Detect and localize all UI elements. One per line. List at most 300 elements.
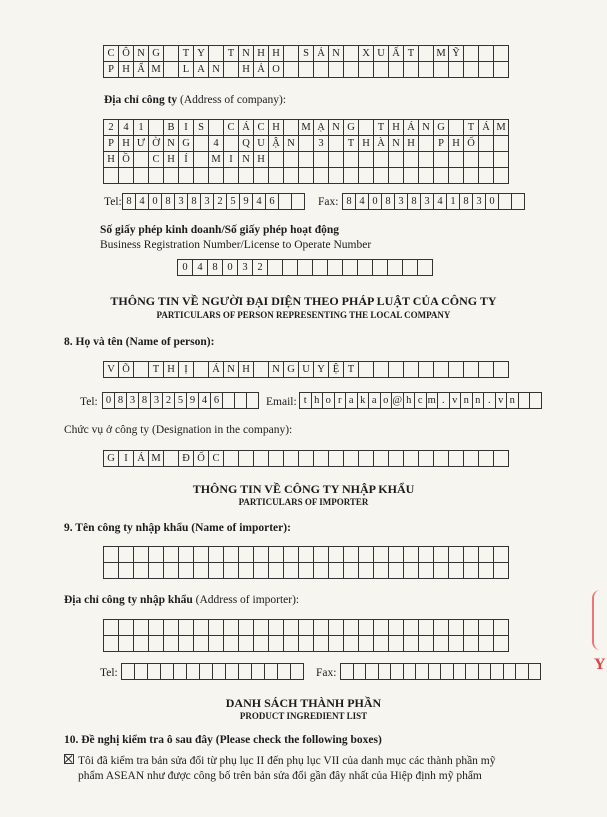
form-cell: [133, 151, 149, 168]
form-cell: 8: [342, 193, 356, 210]
form-cell: [133, 562, 149, 579]
form-cell: N: [223, 361, 239, 378]
form-cell: [373, 546, 389, 563]
form-cell: Y: [193, 45, 209, 62]
form-cell: [148, 562, 164, 579]
form-cell: Q: [238, 135, 254, 152]
form-cell: Í: [178, 151, 194, 168]
form-cell: [343, 619, 359, 636]
form-cell: [440, 663, 454, 680]
form-cell: [118, 619, 134, 636]
form-cell: [223, 546, 239, 563]
form-cell: [448, 61, 464, 78]
form-cell: [448, 546, 464, 563]
form-cell: [193, 151, 209, 168]
form-cell: [313, 546, 329, 563]
form-cell: [147, 663, 161, 680]
form-cell: 3: [150, 392, 163, 409]
form-cell: Ẩ: [133, 61, 149, 78]
form-cell: X: [358, 45, 374, 62]
form-cell: [403, 450, 419, 467]
form-cell: [357, 259, 373, 276]
form-cell: [403, 663, 417, 680]
form-cell: [463, 546, 479, 563]
form-cell: [478, 167, 494, 184]
form-cell: Õ: [118, 361, 134, 378]
form-cell: [343, 61, 359, 78]
form-cell: [163, 45, 179, 62]
form-cell: [208, 546, 224, 563]
form-cell: 1: [446, 193, 460, 210]
form-cell: [403, 361, 419, 378]
form-cell: S: [193, 119, 209, 136]
form-cell: [418, 546, 434, 563]
form-cell: [433, 61, 449, 78]
form-cell: [478, 135, 494, 152]
form-cell: [253, 546, 269, 563]
form-cell: n: [460, 392, 473, 409]
form-cell: [328, 562, 344, 579]
form-cell: N: [163, 135, 179, 152]
form-cell: [277, 663, 291, 680]
form-cell: O: [268, 61, 284, 78]
form-cell: [343, 562, 359, 579]
form-cell: 8: [407, 193, 421, 210]
form-cell: [193, 361, 209, 378]
form-cell: [493, 361, 509, 378]
form-cell: [328, 546, 344, 563]
form-cell: [463, 61, 479, 78]
form-cell: H: [163, 151, 179, 168]
form-cell: I: [118, 450, 134, 467]
form-cell: [493, 546, 509, 563]
form-cell: [372, 259, 388, 276]
form-cell: G: [148, 45, 164, 62]
form-cell: [313, 151, 329, 168]
q8-label: 8. Họ và tên (Name of person):: [64, 336, 215, 348]
form-cell: r: [334, 392, 347, 409]
form-cell: [493, 450, 509, 467]
form-cell: [463, 635, 479, 652]
form-cell: T: [223, 45, 239, 62]
form-cell: [387, 259, 403, 276]
form-cell: [223, 135, 239, 152]
form-cell: [223, 619, 239, 636]
form-cell: [163, 562, 179, 579]
designation-grid: [104, 451, 509, 467]
form-cell: 2: [213, 193, 227, 210]
form-cell: [246, 392, 259, 409]
form-cell: [118, 546, 134, 563]
section-person-title: THÔNG TIN VỀ NGƯỜI ĐẠI DIỆN THEO PHÁP LUẬT CỦA CÔNG TY: [110, 294, 497, 308]
form-cell: S: [298, 45, 314, 62]
form-cell: [291, 193, 305, 210]
form-cell: [448, 450, 464, 467]
form-cell: U: [298, 361, 314, 378]
form-cell: 6: [265, 193, 279, 210]
form-cell: [208, 635, 224, 652]
form-cell: [463, 167, 479, 184]
form-cell: [283, 61, 299, 78]
form-cell: [403, 635, 419, 652]
person-tel-grid: [103, 393, 259, 409]
form-cell: [268, 635, 284, 652]
form-cell: Á: [403, 119, 419, 136]
form-cell: [313, 619, 329, 636]
form-cell: [478, 635, 494, 652]
form-cell: M: [493, 119, 509, 136]
form-cell: M: [148, 450, 164, 467]
form-cell: 8: [187, 193, 201, 210]
form-cell: [403, 546, 419, 563]
form-cell: [268, 450, 284, 467]
form-cell: H: [268, 45, 284, 62]
form-cell: 4: [198, 392, 211, 409]
form-cell: [208, 119, 224, 136]
form-cell: [298, 450, 314, 467]
form-cell: [328, 619, 344, 636]
form-cell: a: [345, 392, 358, 409]
form-cell: [163, 546, 179, 563]
form-cell: N: [388, 135, 404, 152]
form-cell: [268, 562, 284, 579]
form-cell: [103, 635, 119, 652]
form-cell: [358, 635, 374, 652]
form-cell: [365, 663, 379, 680]
form-cell: [278, 193, 292, 210]
form-cell: Ậ: [268, 135, 284, 152]
form-cell: [178, 167, 194, 184]
form-cell: Đ: [178, 450, 194, 467]
form-cell: [313, 635, 329, 652]
q9-label: 9. Tên công ty nhập khẩu (Name of importer):: [64, 522, 291, 534]
form-cell: Á: [478, 119, 494, 136]
importer-address-label: Địa chỉ công ty nhập khẩu (Address of importer):: [64, 594, 300, 606]
form-cell: [448, 119, 464, 136]
form-cell: 0: [368, 193, 382, 210]
form-cell: [403, 61, 419, 78]
form-cell: G: [283, 361, 299, 378]
form-cell: [199, 663, 213, 680]
form-cell: 5: [226, 193, 240, 210]
form-cell: [493, 61, 509, 78]
form-cell: T: [403, 45, 419, 62]
form-cell: Á: [238, 119, 254, 136]
form-cell: n: [506, 392, 519, 409]
form-cell: [178, 546, 194, 563]
form-cell: [118, 167, 134, 184]
form-cell: [403, 619, 419, 636]
tel-label: Tel:: [104, 196, 122, 208]
form-cell: [283, 546, 299, 563]
form-cell: [208, 167, 224, 184]
q10-label: 10. Đề nghị kiểm tra ô sau đây (Please check the following boxes): [64, 734, 382, 746]
form-cell: [178, 635, 194, 652]
form-cell: [267, 259, 283, 276]
form-cell: C: [208, 450, 224, 467]
form-cell: H: [358, 135, 374, 152]
form-cell: [328, 135, 344, 152]
form-cell: [328, 635, 344, 652]
form-cell: N: [133, 45, 149, 62]
form-cell: [493, 151, 509, 168]
form-cell: v: [449, 392, 462, 409]
form-cell: [298, 635, 314, 652]
form-cell: [388, 619, 404, 636]
form-cell: [238, 450, 254, 467]
form-cell: [212, 663, 226, 680]
form-cell: 8: [161, 193, 175, 210]
form-cell: [163, 635, 179, 652]
form-cell: [433, 619, 449, 636]
form-cell: 2: [162, 392, 175, 409]
form-cell: [223, 562, 239, 579]
importer-address-grid: [104, 620, 509, 652]
form-cell: L: [178, 61, 194, 78]
form-cell: [283, 151, 299, 168]
form-cell: [268, 167, 284, 184]
form-cell: [358, 119, 374, 136]
form-cell: .: [483, 392, 496, 409]
form-cell: [118, 562, 134, 579]
importer-tel-label: Tel:: [100, 667, 118, 679]
form-cell: [373, 151, 389, 168]
form-cell: N: [238, 151, 254, 168]
email-label: Email:: [266, 396, 297, 408]
form-cell: [133, 167, 149, 184]
form-cell: [283, 619, 299, 636]
form-cell: [328, 61, 344, 78]
form-cell: 8: [459, 193, 473, 210]
form-cell: [388, 546, 404, 563]
form-cell: o: [380, 392, 393, 409]
form-cell: [463, 562, 479, 579]
form-cell: C: [253, 119, 269, 136]
form-cell: [453, 663, 467, 680]
q10-checkbox-row[interactable]: [64, 754, 564, 767]
form-cell: T: [178, 45, 194, 62]
form-cell: C: [223, 119, 239, 136]
form-cell: [163, 450, 179, 467]
form-cell: B: [163, 119, 179, 136]
form-cell: [163, 619, 179, 636]
importer-fax-grid: [341, 664, 541, 680]
q10-line2: phẩm ASEAN như được công bố trên bản sửa đổi gần đây nhất của Hiệp định mỹ phẩm: [78, 770, 482, 782]
section-ingredient-title: DANH SÁCH THÀNH PHẦN: [225, 696, 382, 710]
form-cell: N: [328, 45, 344, 62]
brn-label-en: Business Registration Number/License to Operate Number: [100, 239, 372, 251]
form-cell: [343, 450, 359, 467]
form-cell: Y: [313, 361, 329, 378]
section-importer-title: THÔNG TIN VỀ CÔNG TY NHẬP KHẨU: [192, 482, 415, 496]
form-cell: [493, 619, 509, 636]
form-cell: 3: [472, 193, 486, 210]
form-cell: Ố: [193, 450, 209, 467]
form-cell: [223, 167, 239, 184]
form-cell: [503, 663, 517, 680]
form-cell: [118, 635, 134, 652]
form-cell: [298, 135, 314, 152]
form-cell: [388, 167, 404, 184]
form-cell: [148, 635, 164, 652]
form-cell: T: [373, 119, 389, 136]
form-cell: [428, 663, 442, 680]
form-cell: [133, 635, 149, 652]
form-cell: C: [103, 45, 119, 62]
form-cell: [433, 546, 449, 563]
form-cell: [163, 167, 179, 184]
form-cell: 8: [122, 193, 136, 210]
form-cell: [433, 562, 449, 579]
form-cell: [463, 151, 479, 168]
form-cell: 1: [133, 119, 149, 136]
form-cell: [343, 635, 359, 652]
form-cell: 3: [394, 193, 408, 210]
form-cell: 4: [252, 193, 266, 210]
form-cell: [418, 562, 434, 579]
form-cell: 9: [186, 392, 199, 409]
person-name-grid: [104, 362, 509, 378]
form-cell: 2: [103, 119, 119, 136]
form-cell: [373, 635, 389, 652]
form-cell: [148, 167, 164, 184]
form-cell: [463, 619, 479, 636]
form-cell: 3: [420, 193, 434, 210]
form-cell: [511, 193, 525, 210]
form-cell: [448, 619, 464, 636]
form-cell: Ờ: [148, 135, 164, 152]
form-cell: [290, 663, 304, 680]
form-cell: [238, 167, 254, 184]
form-cell: [253, 167, 269, 184]
importer-fax-label: Fax:: [316, 667, 337, 679]
form-cell: [373, 562, 389, 579]
form-cell: [103, 562, 119, 579]
form-cell: [253, 450, 269, 467]
form-cell: [478, 151, 494, 168]
form-cell: [173, 663, 187, 680]
form-cell: H: [118, 135, 134, 152]
form-cell: V: [103, 361, 119, 378]
form-cell: [418, 151, 434, 168]
form-cell: a: [368, 392, 381, 409]
company-address-label: Địa chỉ công ty (Address of company):: [104, 94, 287, 106]
form-cell: [283, 45, 299, 62]
form-cell: [358, 167, 374, 184]
form-cell: 8: [207, 259, 223, 276]
form-cell: [358, 361, 374, 378]
form-cell: A: [193, 61, 209, 78]
form-cell: [178, 619, 194, 636]
form-cell: H: [388, 119, 404, 136]
form-cell: t: [299, 392, 312, 409]
form-cell: [160, 663, 174, 680]
form-cell: T: [343, 361, 359, 378]
form-cell: [418, 450, 434, 467]
form-cell: 8: [114, 392, 127, 409]
form-cell: [193, 546, 209, 563]
form-cell: [298, 151, 314, 168]
form-cell: c: [414, 392, 427, 409]
form-cell: 3: [313, 135, 329, 152]
form-cell: G: [343, 119, 359, 136]
form-cell: [343, 45, 359, 62]
form-cell: [388, 151, 404, 168]
form-cell: [448, 562, 464, 579]
form-cell: [433, 450, 449, 467]
form-cell: P: [103, 61, 119, 78]
form-cell: [373, 619, 389, 636]
form-cell: N: [238, 45, 254, 62]
form-cell: [298, 61, 314, 78]
form-cell: v: [495, 392, 508, 409]
form-cell: Ô: [118, 45, 134, 62]
form-cell: [238, 562, 254, 579]
form-cell: [103, 619, 119, 636]
fax-label: Fax:: [318, 196, 339, 208]
form-cell: [478, 663, 492, 680]
form-cell: [403, 167, 419, 184]
form-cell: [282, 259, 298, 276]
form-cell: [478, 450, 494, 467]
form-cell: [448, 361, 464, 378]
form-cell: 6: [210, 392, 223, 409]
form-cell: h: [403, 392, 416, 409]
form-cell: [298, 562, 314, 579]
form-cell: 0: [102, 392, 115, 409]
form-cell: H: [238, 361, 254, 378]
form-cell: [433, 151, 449, 168]
form-cell: [478, 361, 494, 378]
form-cell: [253, 635, 269, 652]
form-cell: [264, 663, 278, 680]
form-cell: [388, 450, 404, 467]
company-tel-grid: [123, 194, 305, 210]
form-cell: [493, 167, 509, 184]
form-cell: [193, 635, 209, 652]
form-cell: [340, 663, 354, 680]
form-cell: M: [148, 61, 164, 78]
form-cell: [283, 562, 299, 579]
form-cell: 3: [174, 193, 188, 210]
form-cell: [238, 619, 254, 636]
form-cell: [465, 663, 479, 680]
importer-tel-grid: [122, 664, 304, 680]
form-cell: [223, 61, 239, 78]
form-cell: [193, 562, 209, 579]
company-address-grid: [104, 120, 509, 184]
form-cell: [283, 635, 299, 652]
checked-box-icon[interactable]: [64, 754, 74, 764]
brn-grid: [178, 260, 433, 276]
form-cell: H: [163, 361, 179, 378]
form-cell: G: [178, 135, 194, 152]
form-cell: [238, 635, 254, 652]
form-cell: o: [322, 392, 335, 409]
form-cell: Ấ: [388, 45, 404, 62]
form-cell: [388, 361, 404, 378]
form-cell: [133, 361, 149, 378]
form-cell: Ỹ: [448, 45, 464, 62]
form-cell: N: [328, 119, 344, 136]
form-cell: n: [472, 392, 485, 409]
form-cell: H: [403, 135, 419, 152]
form-cell: [283, 119, 299, 136]
form-cell: [148, 119, 164, 136]
form-cell: [463, 361, 479, 378]
form-cell: 9: [239, 193, 253, 210]
form-cell: [478, 546, 494, 563]
